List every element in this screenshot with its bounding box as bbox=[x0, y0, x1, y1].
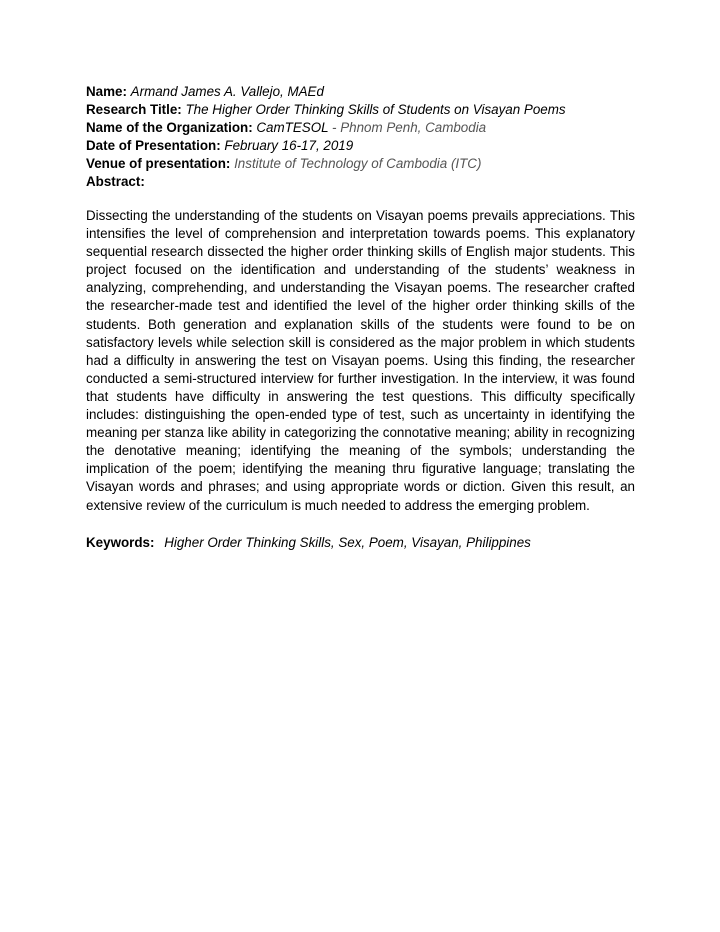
abstract-heading-line bbox=[86, 173, 646, 191]
author-name: Armand James A. Vallejo, MAEd bbox=[130, 84, 324, 99]
metadata-block bbox=[86, 83, 646, 191]
keywords-label: Keywords: bbox=[86, 535, 155, 550]
venue-line bbox=[86, 155, 646, 173]
name-line bbox=[86, 83, 646, 101]
venue-label: Venue of presentation: bbox=[86, 156, 231, 171]
date-label: Date of Presentation: bbox=[86, 138, 221, 153]
organization-line bbox=[86, 119, 646, 137]
name-label: Name: bbox=[86, 84, 127, 99]
abstract-text: Dissecting the understanding of the students on Visayan poems prevails appreciations. This intensifies the level of comprehension and interpretation towards poems. This explanatory sequential research dissected the higher order thinking skills of English major students. This project focused on the identification and understanding of the students’ weakness in analyzing, comprehending, and understanding the Visayan poems. The researcher crafted the researcher-made test and identified the level of the higher order thinking skills of the students. Both generation and explanation skills of the students were found to be on satisfactory levels while selection skill is considered as the major problem in which students had a difficulty in answering the test on Visayan poems. Using this finding, the researcher conducted a semi-structured interview for further investigation. In the interview, it was found that students have difficulty in answering the test questions. This difficulty specifically includes: distinguishing the open-ended type of test, such as uncertainty in identifying the meaning per stanza like ability in categorizing the connotative meaning; ability in recognizing the denotative meaning; identifying the meaning of the symbols; understanding the implication of the poem; identifying the meaning thru figurative language; translating the Visayan words and phrases; and using appropriate words or diction. Given this result, an extensive review of the curriculum is much needed to address the emerging problem. bbox=[86, 208, 635, 513]
venue-name: Institute of Technology of Cambodia (ITC) bbox=[234, 156, 482, 171]
organization-name: CamTESOL bbox=[256, 120, 329, 135]
keywords-list: Higher Order Thinking Skills, Sex, Poem, Visayan, Philippines bbox=[164, 535, 531, 550]
research-title: The Higher Order Thinking Skills of Students on Visayan Poems bbox=[185, 102, 566, 117]
presentation-date: February 16-17, 2019 bbox=[224, 138, 354, 153]
abstract-heading: Abstract: bbox=[86, 174, 145, 189]
organization-location: - Phnom Penh, Cambodia bbox=[328, 120, 487, 135]
keywords-line bbox=[86, 534, 646, 552]
date-line bbox=[86, 137, 646, 155]
research-title-line bbox=[86, 101, 646, 119]
research-title-label: Research Title: bbox=[86, 102, 182, 117]
organization-label: Name of the Organization: bbox=[86, 120, 253, 135]
